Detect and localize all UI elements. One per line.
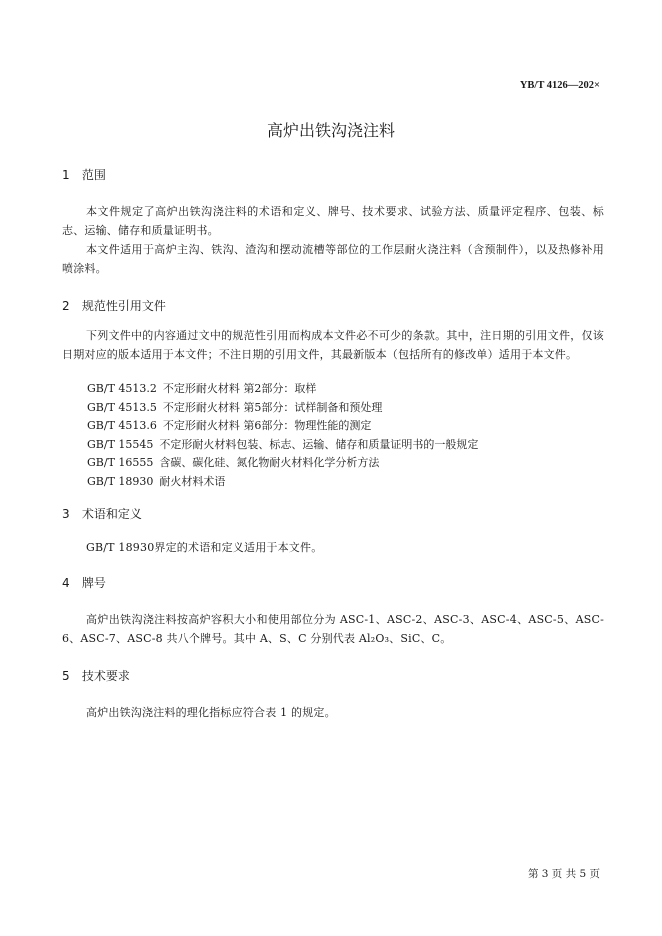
reference-title: 耐火材料术语 [159,474,226,488]
reference-code: GB/T 16555 [87,456,154,470]
reference-title: 不定形耐火材料 第6部分：物理性能的测定 [162,419,372,433]
section-title: 技术要求 [81,669,130,683]
section-4-paragraph-1: 高炉出铁沟浇注料按高炉容积大小和使用部位分为 ASC-1、ASC-2、ASC-3、ASC-4、ASC-5、ASC-6、ASC-7、ASC-8 共八个牌号。其中 A、S、C 分别代表 Al₂O₃、SiC、C。 [62,613,604,645]
section-title: 牌号 [81,576,106,590]
section-number: 2 [62,299,70,313]
reference-code: GB/T 4513.6 [87,419,157,433]
reference-title: 不定形耐火材料包装、标志、运输、储存和质量证明书的一般规定 [159,437,479,451]
page-number: 第 3 页 共 5 页 [527,868,600,880]
section-3-paragraph-1: GB/T 18930界定的术语和定义适用于本文件。 [86,541,323,554]
reference-item [87,399,478,418]
reference-item [87,473,478,492]
section-1-paragraph-2: 本文件适用于高炉主沟、铁沟、渣沟和摆动流槽等部位的工作层耐火浇注料（含预制件），以及热修补用喷涂料。 [62,243,604,275]
section-number: 1 [62,168,70,182]
section-number: 3 [62,507,70,521]
reference-item [87,436,478,455]
section-5-heading [62,667,130,684]
reference-title: 不定形耐火材料 第2部分：取样 [162,382,317,395]
section-number: 5 [62,669,70,683]
reference-title: 不定形耐火材料 第5部分：试样制备和预处理 [162,400,383,414]
section-4-heading [62,574,106,591]
section-number: 4 [62,576,70,590]
section-title: 范围 [81,168,106,182]
section-3-heading [62,505,142,522]
section-title: 规范性引用文件 [81,299,166,313]
section-5-paragraph-1: 高炉出铁沟浇注料的理化指标应符合表 1 的规定。 [86,706,336,719]
reference-code: GB/T 18930 [87,474,154,488]
reference-code: GB/T 4513.5 [87,400,157,414]
reference-code: GB/T 4513.2 [87,382,157,395]
section-2-paragraph-1: 下列文件中的内容通过文中的规范性引用而构成本文件必不可少的条款。其中，注日期的引用文件，仅该日期对应的版本适用于本文件；不注日期的引用文件，其最新版本（包括所有的修改单）适用于本文件。 [62,329,604,361]
page-title: 高炉出铁沟浇注料 [266,121,395,140]
section-title: 术语和定义 [81,507,142,521]
document-code: YB/T 4126—202× [519,80,600,91]
section-1-heading [62,166,106,183]
reference-title: 含碳、碳化硅、氮化物耐火材料化学分析方法 [159,456,380,470]
reference-item [87,417,478,436]
section-1-paragraph-1: 本文件规定了高炉出铁沟浇注料的术语和定义、牌号、技术要求、试验方法、质量评定程序、包装、标志、运输、储存和质量证明书。 [62,205,604,237]
reference-item [87,454,478,473]
reference-item [87,380,478,399]
section-2-heading [62,297,166,314]
reference-code: GB/T 15545 [87,437,154,451]
reference-list [87,380,478,492]
